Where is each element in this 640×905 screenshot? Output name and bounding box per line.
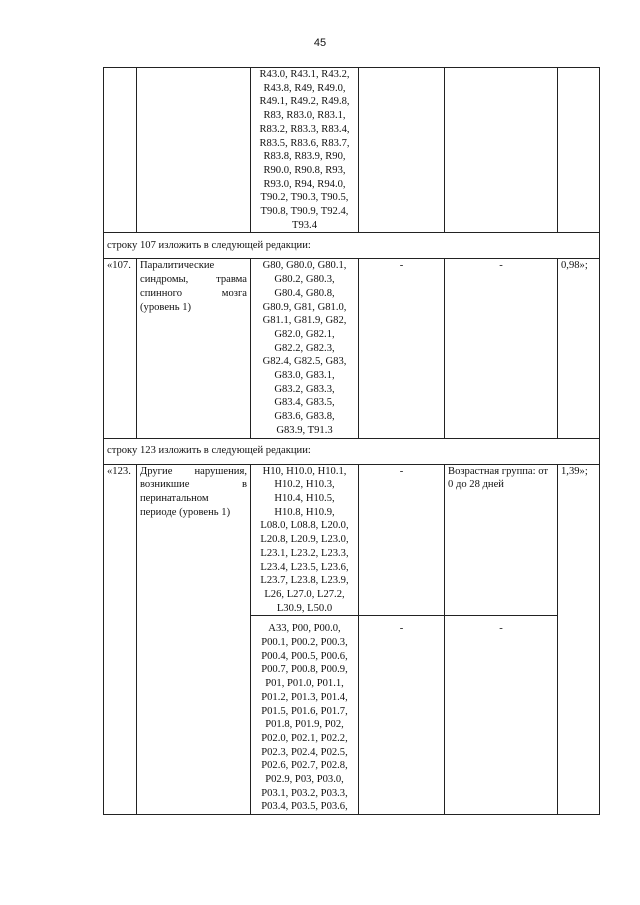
cell-col4: - [359,616,445,815]
code-line: H10, H10.0, H10.1, [262,465,347,477]
cell-col5: - [445,616,558,815]
code-line: L26, L27.0, L27.2, [264,588,345,600]
code-line: L23.1, L23.2, L23.3, [260,547,349,559]
page-number: 45 [313,37,327,49]
code-line: L08.0, L08.8, L20.0, [260,520,349,532]
cell-ratio [558,68,600,233]
code-line: G82.2, G82.3, [274,342,335,354]
code-line: H10.8, H10.9, [274,506,335,518]
code-line: G83.0, G83.1, [274,370,335,382]
code-line: R90.0, R90.8, R93, [263,164,346,176]
code-line: P02.9, P03, P03.0, [265,774,344,786]
code-line: R93.0, R94, R94.0, [263,178,346,190]
code-line: L30.9, L50.0 [276,602,333,614]
cell-codes [251,259,359,438]
amendment-table [103,67,600,815]
code-line: P01.2, P01.3, P01.4, [261,691,348,703]
cell-ratio: 1,39»; [558,464,600,815]
code-line: P03.1, P03.2, P03.3, [261,787,348,799]
cell-col4: - [359,464,445,616]
code-line: G80.2, G80.3, [274,274,335,286]
code-line: G82.4, G82.5, G83, [262,356,347,368]
code-list [254,465,355,616]
code-line: P03.4, P03.5, P03.6, [261,801,348,813]
code-list [254,68,355,232]
cell-number [104,68,137,233]
code-line: R83, R83.0, R83.1, [263,110,346,122]
row-name: Паралитические синдромы, травма спинного мозга (уровень 1) [137,259,251,438]
code-line: P01.5, P01.6, P01.7, [261,705,348,717]
instruction-row-123 [104,438,600,464]
row-name: Другие нарушения, возникшие в перинатальном периоде (уровень 1) [137,464,251,815]
code-line: G81.1, G81.9, G82, [262,315,347,327]
cell-col4: - [359,259,445,438]
code-line: R43.0, R43.1, R43.2, [259,69,350,80]
table-row-107 [104,259,600,438]
code-list [254,259,355,437]
code-line: G83.4, G83.5, [274,397,335,409]
cell-codes [251,68,359,233]
code-line: R43.8, R49, R49.0, [263,82,346,94]
code-line: A33, P00, P00.0, [268,623,341,635]
instruction-row-107 [104,233,600,259]
code-list [254,622,355,814]
cell-codes [251,616,359,815]
row-number: «107. [104,259,137,438]
code-line: R83.2, R83.3, R83.4, [259,123,350,135]
code-line: P00.4, P00.5, P00.6, [261,650,348,662]
code-line: T93.4 [291,219,317,231]
instruction-text: строку 107 изложить в следующей редакции: [104,233,600,259]
code-line: H10.2, H10.3, [274,479,335,491]
code-line: P02.0, P02.1, P02.2, [261,732,348,744]
code-line: P01.8, P01.9, P02, [265,719,344,731]
code-line: P01, P01.0, P01.1, [265,678,344,690]
code-line: R83.5, R83.6, R83.7, [259,137,350,149]
code-line: G80.4, G80.8, [274,287,335,299]
cell-ratio: 0,98»; [558,259,600,438]
instruction-text: строку 123 изложить в следующей редакции: [104,438,600,464]
code-line: L23.4, L23.5, L23.6, [260,561,349,573]
code-line: P02.3, P02.4, P02.5, [261,746,348,758]
code-line: R83.8, R83.9, R90, [263,151,346,163]
row-number: «123. [104,464,137,815]
code-line: L23.7, L23.8, L23.9, [260,575,349,587]
cell-col5 [445,68,558,233]
table-row-continuation [104,68,600,233]
code-line: R49.1, R49.2, R49.8, [259,96,350,108]
cell-age-note: Возрастная группа: от 0 до 28 дней [445,464,558,616]
cell-col5: - [445,259,558,438]
code-line: T90.2, T90.3, T90.5, [260,192,349,204]
code-line: G80, G80.0, G80.1, [262,260,347,272]
code-line: G83.2, G83.3, [274,383,335,395]
cell-col4 [359,68,445,233]
code-line: G82.0, G82.1, [274,328,335,340]
cell-codes [251,464,359,616]
code-line: G80.9, G81, G81.0, [262,301,347,313]
code-line: P00.1, P00.2, P00.3, [261,637,348,649]
code-line: L20.8, L20.9, L23.0, [260,534,349,546]
code-line: T90.8, T90.9, T92.4, [260,206,349,218]
table-row-123 [104,464,600,616]
code-line: H10.4, H10.5, [274,492,335,504]
code-line: G83.9, T91.3 [276,424,333,436]
code-line: P00.7, P00.8, P00.9, [261,664,348,676]
code-line: G83.6, G83.8, [274,411,335,423]
cell-name [137,68,251,233]
code-line: P02.6, P02.7, P02.8, [261,760,348,772]
